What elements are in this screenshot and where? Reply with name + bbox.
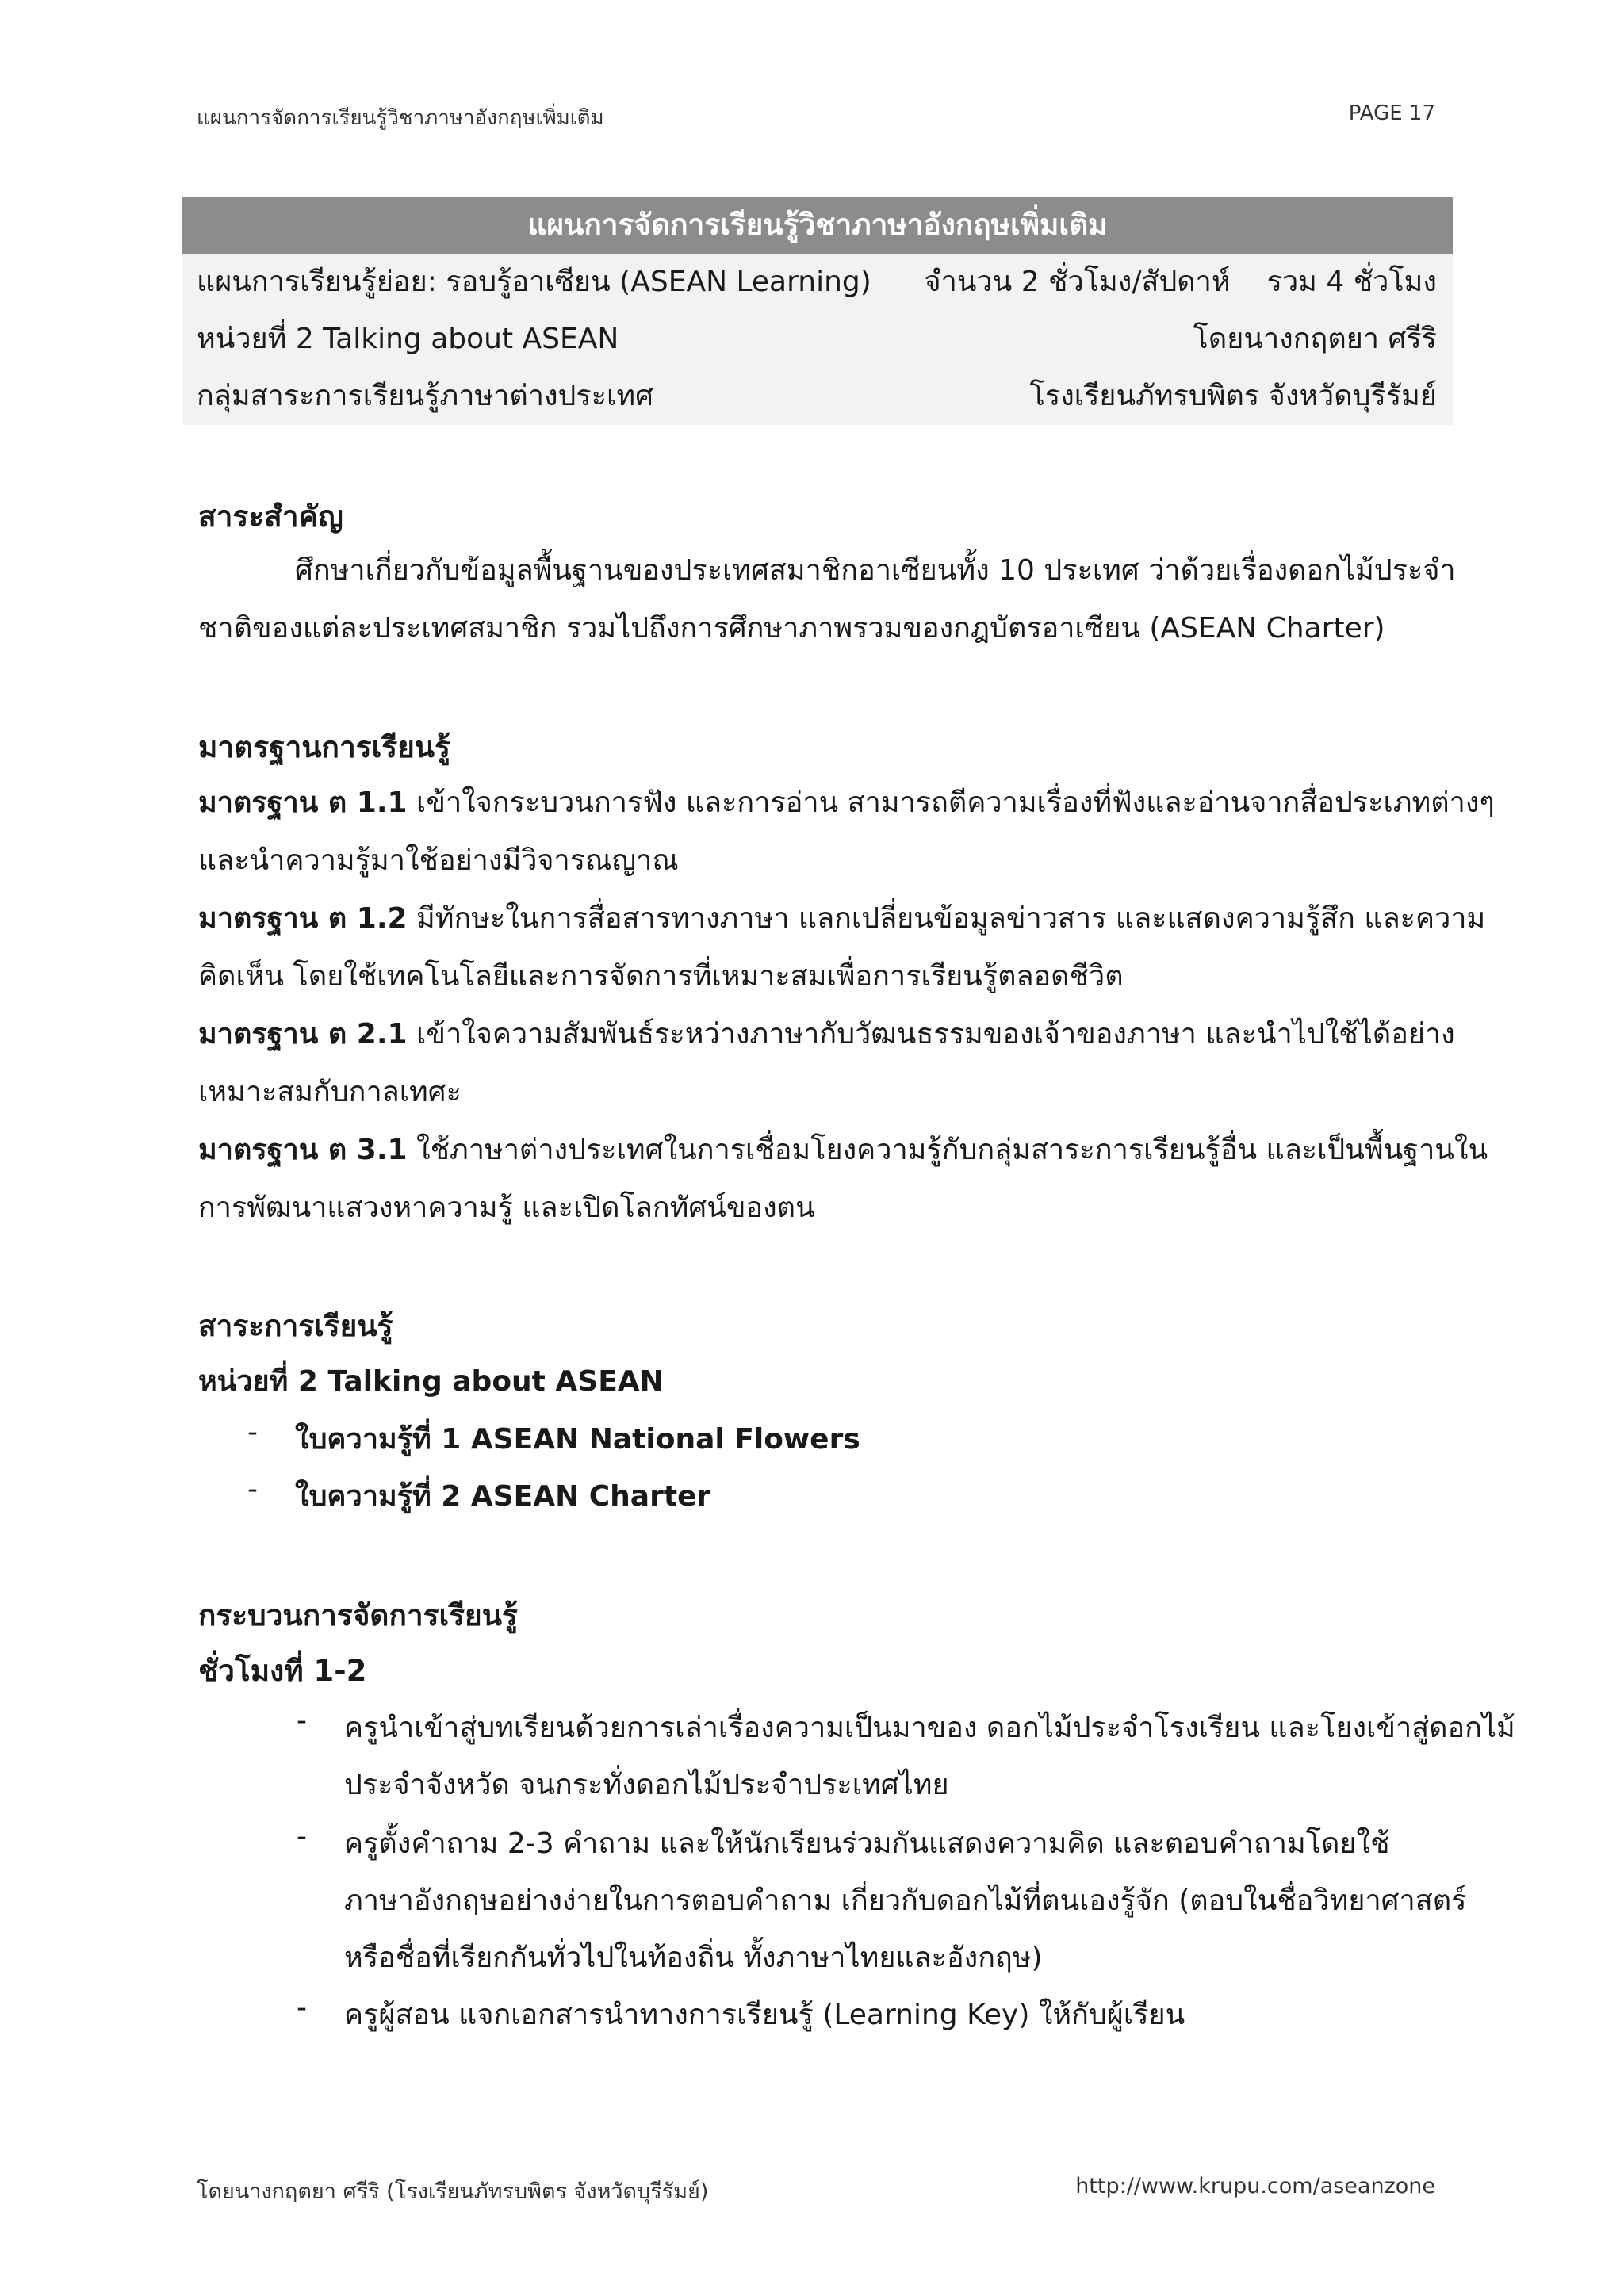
process-heading: กระบวนการจัดการเรียนรู้ [198,1598,518,1632]
info-row-sub-plan [182,254,1453,311]
author-name: โดยนางกฤตยา ศรีริ [1193,323,1437,355]
standard-text: เข้าใจความสัมพันธ์ระหว่างภาษากับวัฒนธรรมของเจ้าของภาษา และนำไปใช้ได้อย่าง [416,1018,1455,1050]
process-hours: ชั่วโมงที่ 1-2 [198,1654,367,1688]
info-table-title: แผนการจัดการเรียนรู้วิชาภาษาอังกฤษเพิ่มเติม [182,197,1453,254]
lesson-info-table [182,197,1453,425]
page-footer [197,2174,1435,2206]
key-concept-line: ชาติของแต่ละประเทศสมาชิก รวมไปถึงการศึกษาภาพรวมของกฎบัตรอาเซียน (ASEAN Charter) [198,612,1385,645]
bullet-dash: - [297,1992,307,2024]
bullet-dash: - [247,1473,258,1506]
standard-item [198,1011,1455,1056]
process-item-cont: หรือชื่อที่เรียกกันทั่วไปในท้องถิ่น ทั้งภาษาไทยและอังกฤษ) [344,1942,1043,1974]
learning-unit: หน่วยที่ 2 Talking about ASEAN [198,1365,664,1398]
bullet-dash: - [297,1820,307,1853]
standard-code: มาตรฐาน ต 1.2 [198,902,408,935]
bullet-dash: - [247,1416,258,1448]
standard-code: มาตรฐาน ต 3.1 [198,1134,408,1166]
unit-name: หน่วยที่ 2 Talking about ASEAN [197,323,619,355]
footer-author: โดยนางกฤตยา ศรีริ (โรงเรียนภัทรบพิตร จังหวัดบุรีรัมย์) [197,2179,709,2204]
school-name: โรงเรียนภัทรบพิตร จังหวัดบุรีรัมย์ [1029,380,1437,412]
standard-item [198,779,1495,825]
standard-text: มีทักษะในการสื่อสารทางภาษา แลกเปลี่ยนข้อมูลข่าวสาร และแสดงความรู้สึก และความ [416,902,1486,935]
info-row-unit [182,311,1453,368]
process-item: ครูผู้สอน แจกเอกสารนำทางการเรียนรู้ (Learning Key) ให้กับผู้เรียน [344,1999,1185,2031]
bullet-dash: - [297,1705,307,1737]
header-doc-title: แผนการจัดการเรียนรู้วิชาภาษาอังกฤษเพิ่มเติม [197,106,604,130]
process-item: ครูนำเข้าสู่บทเรียนด้วยการเล่าเรื่องความเป็นมาของ ดอกไม้ประจำโรงเรียน และโยงเข้าสู่ดอกไม้ [344,1712,1515,1744]
hours-per-week: จำนวน 2 ชั่วโมง/สัปดาห์ [924,266,1231,298]
info-row-subject [182,368,1453,425]
page-header [197,101,1435,133]
standard-text-cont: คิดเห็น โดยใช้เทคโนโลยีและการจัดการที่เหมาะสมเพื่อการเรียนรู้ตลอดชีวิต [198,960,1124,993]
standard-text-cont: เหมาะสมกับกาลเทศะ [198,1076,462,1108]
process-item-cont: ภาษาอังกฤษอย่างง่ายในการตอบคำถาม เกี่ยวกับดอกไม้ที่ตนเองรู้จัก (ตอบในชื่อวิทยาศาสตร์ [344,1885,1467,1917]
standard-text: เข้าใจกระบวนการฟัง และการอ่าน สามารถตีความเรื่องที่ฟังและอ่านจากสื่อประเภทต่างๆ [416,786,1495,819]
standard-text-cont: การพัฒนาแสวงหาความรู้ และเปิดโลกทัศน์ของตน [198,1192,815,1224]
sub-plan: แผนการเรียนรู้ย่อย: รอบรู้อาเซียน (ASEAN Learning) [197,266,871,298]
header-page-number: PAGE 17 [1348,101,1435,125]
total-hours: รวม 4 ชั่วโมง [1266,266,1437,298]
standards-heading: มาตรฐานการเรียนรู้ [198,730,450,764]
standard-code: มาตรฐาน ต 2.1 [198,1018,408,1050]
standard-text: ใช้ภาษาต่างประเทศในการเชื่อมโยงความรู้กับกลุ่มสาระการเรียนรู้อื่น และเป็นพื้นฐานใน [416,1134,1488,1166]
standard-item [198,895,1485,940]
learning-item: ใบความรู้ที่ 2 ASEAN Charter [295,1480,711,1513]
footer-url-link[interactable]: http://www.krupu.com/aseanzone [1075,2174,1435,2198]
standard-text-cont: และนำความรู้มาใช้อย่างมีวิจารณญาณ [198,844,679,877]
standard-code: มาตรฐาน ต 1.1 [198,786,408,819]
learning-content-heading: สาระการเรียนรู้ [198,1309,393,1343]
standard-item [198,1127,1488,1172]
key-concept-line: ศึกษาเกี่ยวกับข้อมูลพื้นฐานของประเทศสมาชิกอาเซียนทั้ง 10 ประเทศ ว่าด้วยเรื่องดอกไม้ประจำ [295,554,1456,587]
process-item: ครูตั้งคำถาม 2-3 คำถาม และให้นักเรียนร่วมกันแสดงความคิด และตอบคำถามโดยใช้ [344,1827,1390,1860]
subject-group: กลุ่มสาระการเรียนรู้ภาษาต่างประเทศ [197,380,653,412]
key-concept-heading: สาระสำคัญ [198,499,343,534]
learning-item: ใบความรู้ที่ 1 ASEAN National Flowers [295,1423,860,1456]
process-item-cont: ประจำจังหวัด จนกระทั่งดอกไม้ประจำประเทศไทย [344,1769,949,1801]
